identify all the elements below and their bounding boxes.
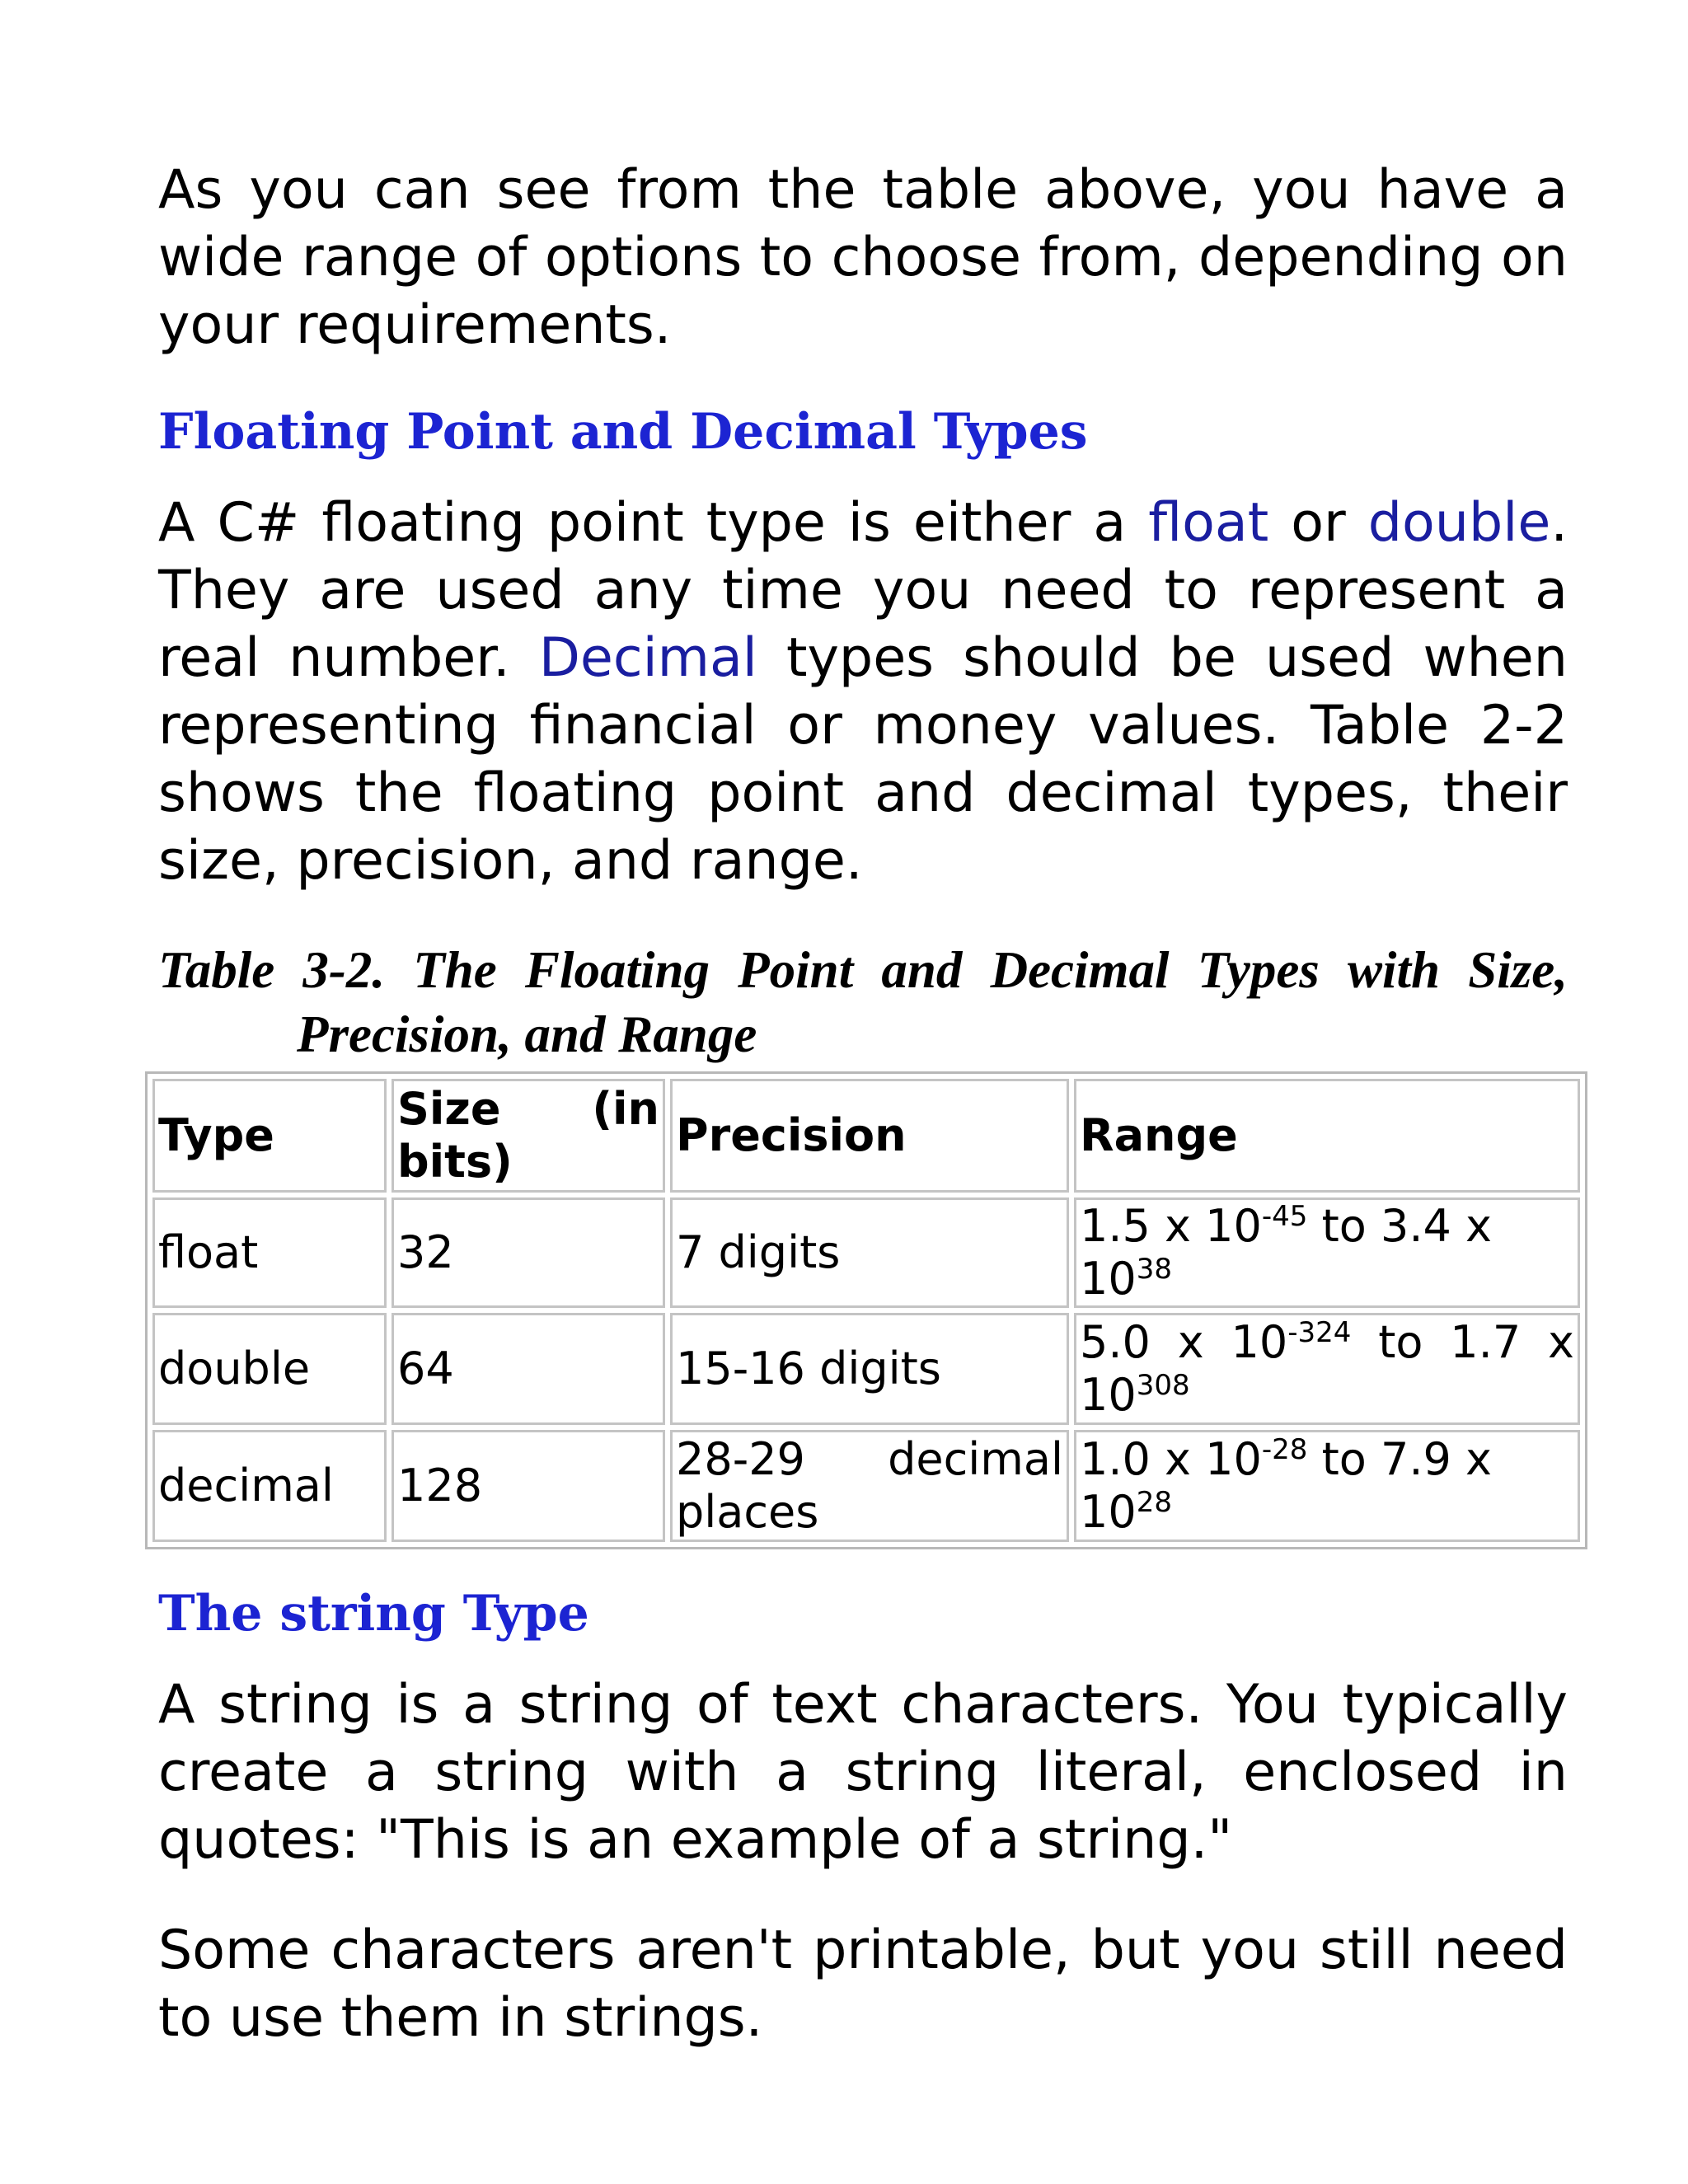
range-exponent-high: 38 xyxy=(1136,1253,1172,1286)
cell-range xyxy=(1074,1197,1580,1308)
range-exponent-low: -45 xyxy=(1261,1200,1308,1233)
range-exponent-low: -28 xyxy=(1261,1433,1308,1466)
range-mantissa: 1.0 x 10 xyxy=(1080,1433,1262,1485)
range-mid: to 7.9 x 10 xyxy=(1080,1433,1492,1538)
cell-type: decimal xyxy=(152,1430,387,1542)
range-mid: to 1.7 x 10 xyxy=(1080,1316,1574,1421)
range-mantissa: 5.0 x 10 xyxy=(1080,1316,1288,1368)
range-mantissa: 1.5 x 10 xyxy=(1080,1200,1262,1252)
header-precision: Precision xyxy=(670,1079,1069,1193)
text-run: A C# floating point type is either a xyxy=(158,492,1149,554)
string-paragraph-1: A string is a string of text characters. You typically create a string with a string literal, enclosed in quotes: "This is an example of a string." xyxy=(158,1674,1568,1871)
section-heading-string-type: The string Type xyxy=(158,1585,589,1643)
header-type: Type xyxy=(152,1079,387,1193)
floating-point-paragraph xyxy=(158,490,1568,895)
range-exponent-high: 308 xyxy=(1136,1369,1190,1402)
range-exponent-high: 28 xyxy=(1136,1486,1172,1519)
cell-size: 128 xyxy=(392,1430,665,1542)
page-content xyxy=(158,157,1574,2095)
table-row xyxy=(152,1313,1580,1425)
range-mid: to 3.4 x 10 xyxy=(1080,1200,1492,1305)
cell-size: 64 xyxy=(392,1313,665,1425)
keyword-decimal: Decimal xyxy=(538,627,757,689)
table-caption: Table 3-2. The Floating Point and Decimal Types with Size, Precision, and Range xyxy=(158,941,1568,1063)
string-paragraph-2: Some characters aren't printable, but you still need to use them in strings. xyxy=(158,1919,1568,2049)
table-row xyxy=(152,1430,1580,1542)
cell-type: double xyxy=(152,1313,387,1425)
cell-precision: 28-29 decimal places xyxy=(670,1430,1069,1542)
keyword-float: float xyxy=(1148,492,1269,554)
cell-type: float xyxy=(152,1197,387,1308)
cell-range xyxy=(1074,1313,1580,1425)
header-size: Size (in bits) xyxy=(392,1079,665,1193)
cell-precision: 7 digits xyxy=(670,1197,1069,1308)
table-row xyxy=(152,1197,1580,1308)
cell-range xyxy=(1074,1430,1580,1542)
floating-point-types-table xyxy=(145,1071,1587,1549)
cell-precision: 15-16 digits xyxy=(670,1313,1069,1425)
text-run: or xyxy=(1268,492,1368,554)
text-run: types should be used when representing financial or money values. Table 2-2 shows the floating point and decimal types, their size, precision, and range. xyxy=(158,627,1568,892)
section-heading-floating-point: Floating Point and Decimal Types xyxy=(158,403,1088,461)
intro-paragraph: As you can see from the table above, you have a wide range of options to choose from, depending on your requirements. xyxy=(158,159,1568,356)
table-header-row xyxy=(152,1079,1580,1193)
keyword-double: double xyxy=(1367,492,1551,554)
header-range: Range xyxy=(1074,1079,1580,1193)
text-run: . They are used any time you need to represent a real number. xyxy=(158,492,1568,689)
range-exponent-low: -324 xyxy=(1287,1316,1352,1349)
cell-size: 32 xyxy=(392,1197,665,1308)
